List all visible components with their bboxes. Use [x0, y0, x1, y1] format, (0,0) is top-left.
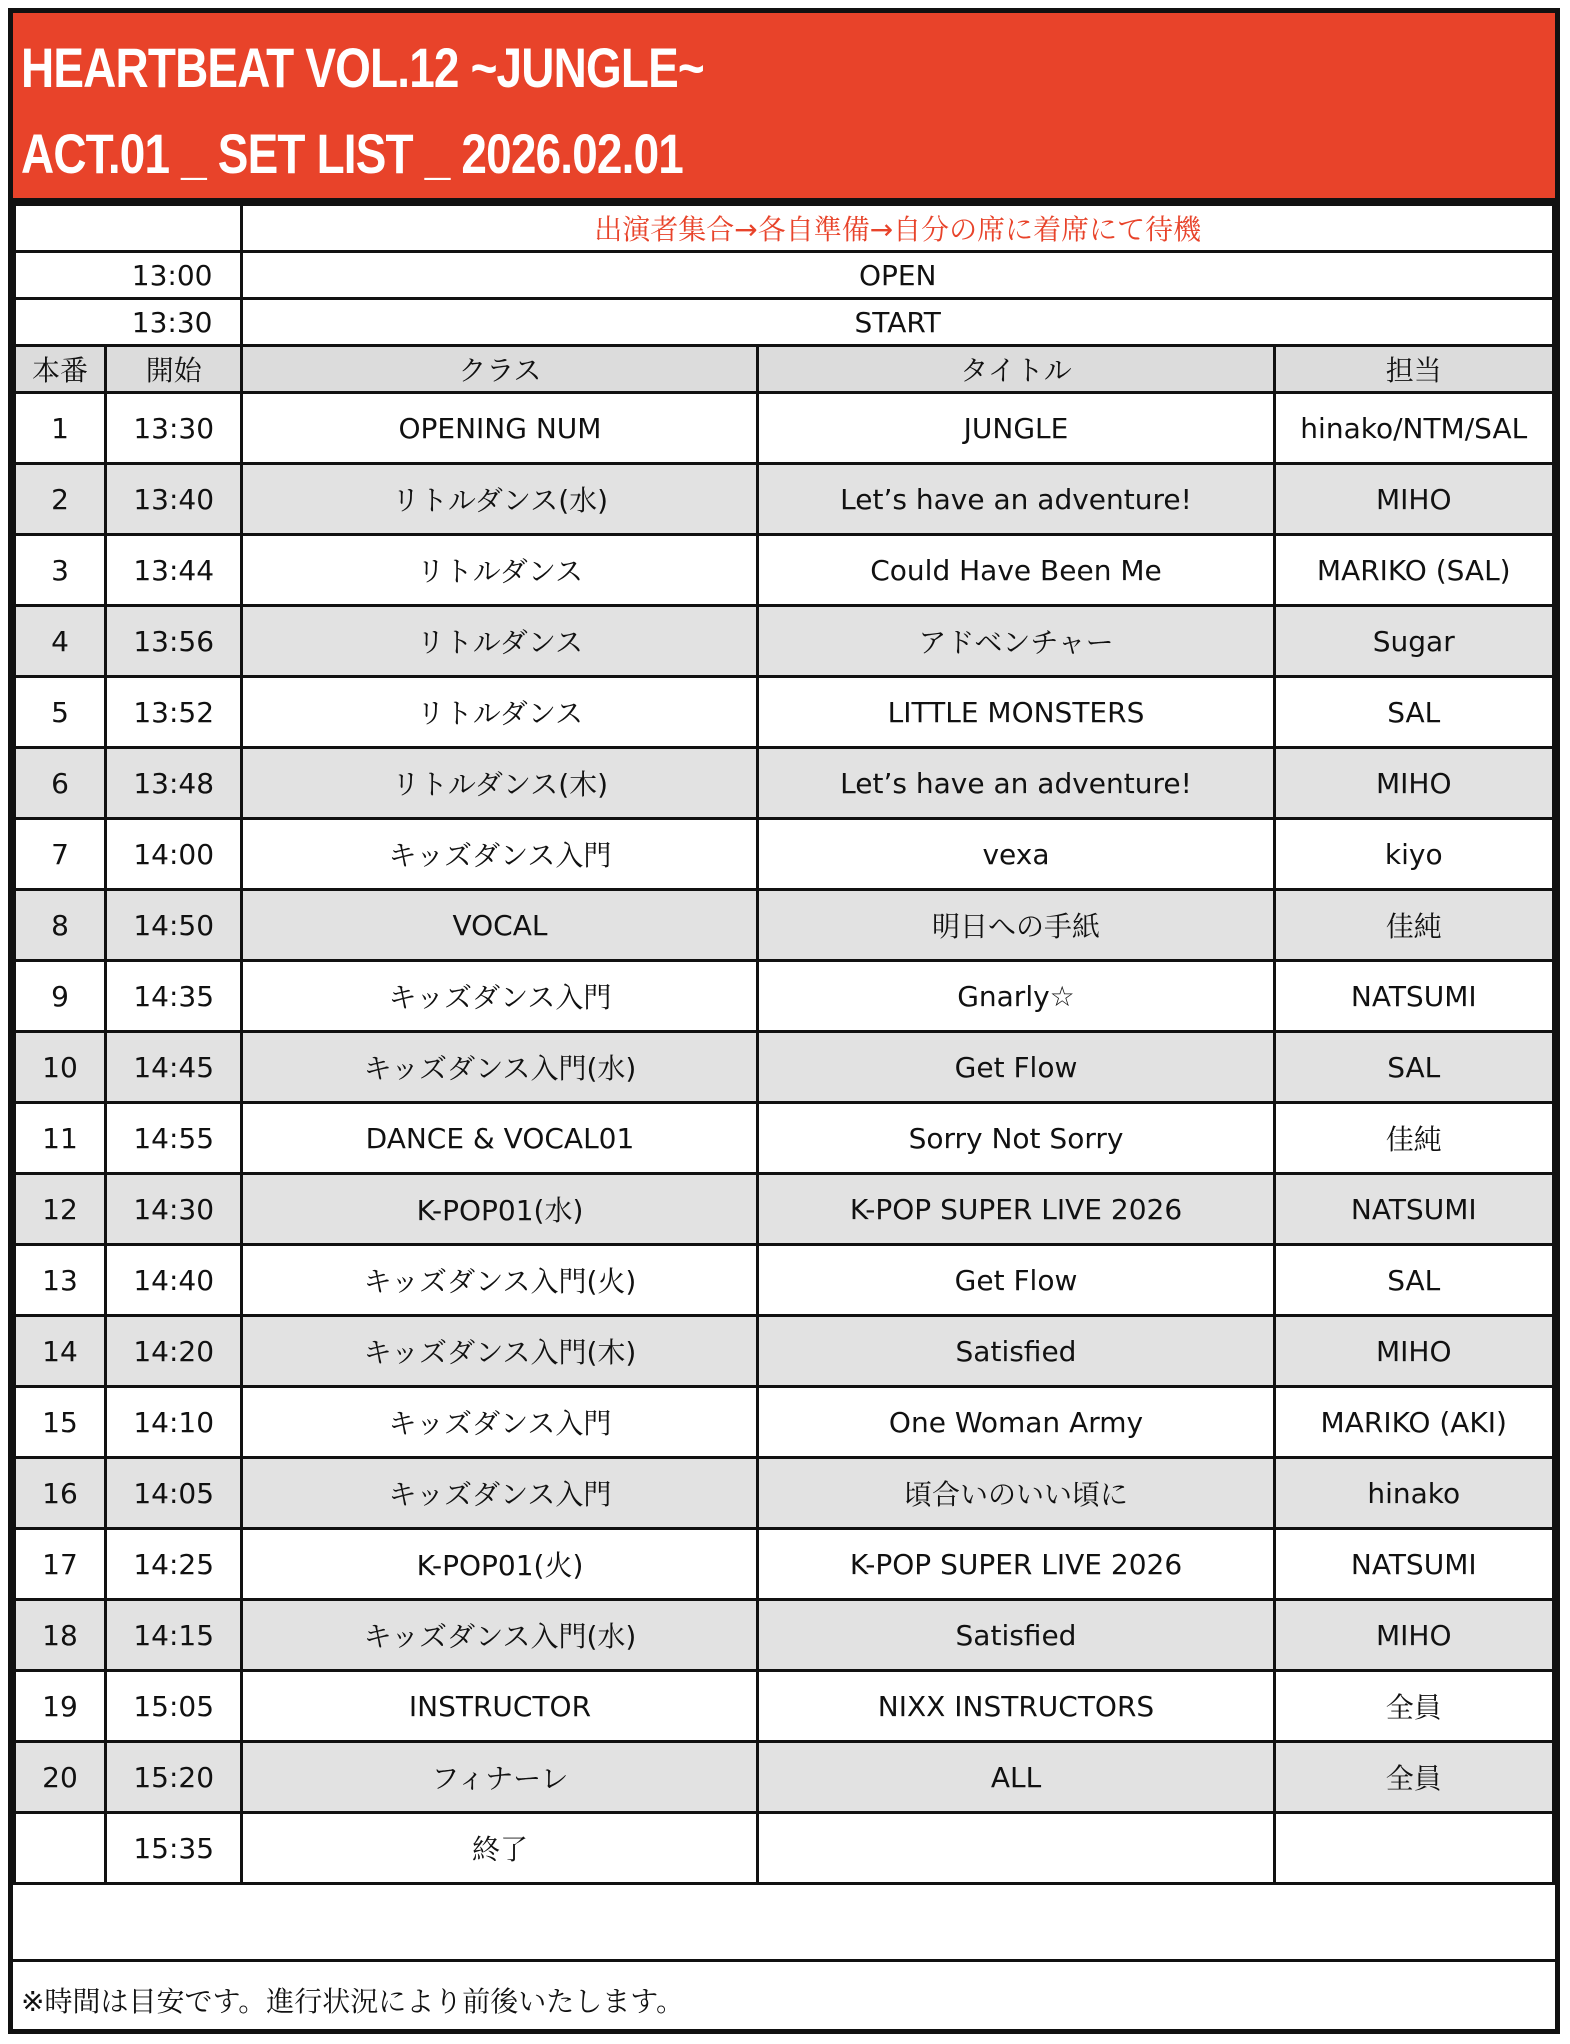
cell-num: 2: [15, 464, 106, 535]
cell-lead: 佳純: [1274, 890, 1553, 961]
cell-class: DANCE & VOCAL01: [242, 1103, 758, 1174]
cell-start: 14:05: [105, 1458, 241, 1529]
cell-class: キッズダンス入門(木): [242, 1316, 758, 1387]
cell-lead: 全員: [1274, 1742, 1553, 1813]
cell-lead: SAL: [1274, 677, 1553, 748]
setlist-subtitle: ACT.01 _ SET LIST _ 2026.02.01: [21, 122, 684, 185]
cell-lead: hinako: [1274, 1458, 1553, 1529]
table-row: [15, 1103, 1554, 1174]
cell-lead: hinako/NTM/SAL: [1274, 393, 1553, 464]
cell-title: K-POP SUPER LIVE 2026: [758, 1174, 1274, 1245]
cell-lead: [1274, 1813, 1553, 1884]
table-row: [15, 1458, 1554, 1529]
table-row: [15, 1316, 1554, 1387]
cell-num: 10: [15, 1032, 106, 1103]
cell-num: 13: [15, 1245, 106, 1316]
header-start: 開始: [105, 346, 241, 393]
cell-lead: MIHO: [1274, 1316, 1553, 1387]
table-row: [15, 961, 1554, 1032]
cell-num: 17: [15, 1529, 106, 1600]
cell-lead: Sugar: [1274, 606, 1553, 677]
table-row: [15, 677, 1554, 748]
cell-title: Could Have Been Me: [758, 535, 1274, 606]
table-row: [15, 535, 1554, 606]
cell-start: 15:20: [105, 1742, 241, 1813]
cell-num: 19: [15, 1671, 106, 1742]
cell-start: 15:05: [105, 1671, 241, 1742]
setlist-sheet: [8, 8, 1560, 2034]
cell-class: フィナーレ: [242, 1742, 758, 1813]
cell-start: 14:15: [105, 1600, 241, 1671]
cell-class: キッズダンス入門: [242, 1387, 758, 1458]
cell-title: One Woman Army: [758, 1387, 1274, 1458]
cell-class: リトルダンス(水): [242, 464, 758, 535]
cell-title: [758, 1813, 1274, 1884]
cell-start: 13:56: [105, 606, 241, 677]
cell-lead: SAL: [1274, 1245, 1553, 1316]
header-lead: 担当: [1274, 346, 1553, 393]
cell-lead: MARIKO (SAL): [1274, 535, 1553, 606]
cell-title: Let’s have an adventure!: [758, 464, 1274, 535]
cell-start: 14:35: [105, 961, 241, 1032]
header-title: タイトル: [758, 346, 1274, 393]
event-title: HEARTBEAT VOL.12 ~JUNGLE~: [21, 36, 704, 99]
cell-class: OPENING NUM: [242, 393, 758, 464]
open-label: OPEN: [242, 252, 1554, 299]
cell-title: Satisfied: [758, 1600, 1274, 1671]
cell-lead: 佳純: [1274, 1103, 1553, 1174]
cell-start: 14:45: [105, 1032, 241, 1103]
cell-start: 15:35: [105, 1813, 241, 1884]
cell-class: キッズダンス入門: [242, 961, 758, 1032]
cell-num: 18: [15, 1600, 106, 1671]
cell-title: Sorry Not Sorry: [758, 1103, 1274, 1174]
pre-row-open: [15, 252, 1554, 299]
start-time: 13:30: [15, 299, 242, 346]
cell-num: 16: [15, 1458, 106, 1529]
cell-start: 14:50: [105, 890, 241, 961]
cell-title: Get Flow: [758, 1032, 1274, 1103]
table-row: [15, 819, 1554, 890]
cell-title: 明日への手紙: [758, 890, 1274, 961]
cell-class: キッズダンス入門: [242, 819, 758, 890]
cell-lead: MIHO: [1274, 1600, 1553, 1671]
cell-lead: NATSUMI: [1274, 961, 1553, 1032]
cell-title: vexa: [758, 819, 1274, 890]
header-num: 本番: [15, 346, 106, 393]
table-row: [15, 1742, 1554, 1813]
open-time: 13:00: [15, 252, 242, 299]
table-row: [15, 1174, 1554, 1245]
cell-title: 頃合いのいい頃に: [758, 1458, 1274, 1529]
table-row: [15, 1600, 1554, 1671]
cell-class: VOCAL: [242, 890, 758, 961]
table-row: [15, 606, 1554, 677]
cell-num: 4: [15, 606, 106, 677]
cell-title: Get Flow: [758, 1245, 1274, 1316]
cell-start: 14:55: [105, 1103, 241, 1174]
cell-title: NIXX INSTRUCTORS: [758, 1671, 1274, 1742]
cell-lead: MIHO: [1274, 464, 1553, 535]
cell-lead: NATSUMI: [1274, 1529, 1553, 1600]
cell-title: LITTLE MONSTERS: [758, 677, 1274, 748]
table-row: [15, 1245, 1554, 1316]
cell-class: リトルダンス: [242, 535, 758, 606]
cell-num: 9: [15, 961, 106, 1032]
cell-title: JUNGLE: [758, 393, 1274, 464]
title-banner: [13, 13, 1555, 203]
cell-lead: NATSUMI: [1274, 1174, 1553, 1245]
cell-class: INSTRUCTOR: [242, 1671, 758, 1742]
cell-start: 14:30: [105, 1174, 241, 1245]
cell-class: K-POP01(火): [242, 1529, 758, 1600]
table-row: [15, 1671, 1554, 1742]
cell-start: 13:48: [105, 748, 241, 819]
cell-num: 20: [15, 1742, 106, 1813]
cell-title: K-POP SUPER LIVE 2026: [758, 1529, 1274, 1600]
cell-num: 12: [15, 1174, 106, 1245]
cell-lead: kiyo: [1274, 819, 1553, 890]
cell-start: 14:25: [105, 1529, 241, 1600]
cell-num: 14: [15, 1316, 106, 1387]
cell-start: 14:10: [105, 1387, 241, 1458]
column-header-row: [15, 346, 1554, 393]
cell-class: キッズダンス入門(水): [242, 1600, 758, 1671]
start-label: START: [242, 299, 1554, 346]
cell-num: 6: [15, 748, 106, 819]
cell-num: [15, 1813, 106, 1884]
footer-note-text: ※時間は目安です。進行状況により前後いたします。: [21, 1985, 684, 2018]
cell-start: 14:00: [105, 819, 241, 890]
cell-start: 13:44: [105, 535, 241, 606]
cell-class: 終了: [242, 1813, 758, 1884]
table-row: [15, 748, 1554, 819]
table-row: [15, 393, 1554, 464]
cell-class: リトルダンス(木): [242, 748, 758, 819]
cell-class: キッズダンス入門(火): [242, 1245, 758, 1316]
cell-lead: MARIKO (AKI): [1274, 1387, 1553, 1458]
setlist-table: [13, 203, 1555, 1885]
cell-start: 14:40: [105, 1245, 241, 1316]
footer-note: [13, 1959, 1555, 2029]
cell-start: 13:52: [105, 677, 241, 748]
table-row: [15, 1032, 1554, 1103]
cell-title: アドベンチャー: [758, 606, 1274, 677]
cell-num: 8: [15, 890, 106, 961]
cell-title: Let’s have an adventure!: [758, 748, 1274, 819]
cell-start: 13:40: [105, 464, 241, 535]
cell-num: 3: [15, 535, 106, 606]
table-row: [15, 890, 1554, 961]
pre-row-assembly: [15, 205, 1554, 252]
cell-num: 1: [15, 393, 106, 464]
cell-title: Gnarly☆: [758, 961, 1274, 1032]
cell-class: キッズダンス入門: [242, 1458, 758, 1529]
cell-class: リトルダンス: [242, 606, 758, 677]
cell-num: 7: [15, 819, 106, 890]
cell-lead: MIHO: [1274, 748, 1553, 819]
cell-title: Satisfied: [758, 1316, 1274, 1387]
cell-title: ALL: [758, 1742, 1274, 1813]
cell-lead: SAL: [1274, 1032, 1553, 1103]
table-row: [15, 1529, 1554, 1600]
pre-time: [15, 205, 242, 252]
cell-start: 14:20: [105, 1316, 241, 1387]
cell-num: 11: [15, 1103, 106, 1174]
table-row: [15, 1387, 1554, 1458]
cell-class: キッズダンス入門(水): [242, 1032, 758, 1103]
cell-class: K-POP01(水): [242, 1174, 758, 1245]
cell-lead: 全員: [1274, 1671, 1553, 1742]
header-class: クラス: [242, 346, 758, 393]
cell-num: 15: [15, 1387, 106, 1458]
pre-row-start: [15, 299, 1554, 346]
table-row: [15, 1813, 1554, 1884]
cell-num: 5: [15, 677, 106, 748]
table-row: [15, 464, 1554, 535]
cell-class: リトルダンス: [242, 677, 758, 748]
assembly-instruction: 出演者集合→各自準備→自分の席に着席にて待機: [242, 205, 1554, 252]
cell-start: 13:30: [105, 393, 241, 464]
